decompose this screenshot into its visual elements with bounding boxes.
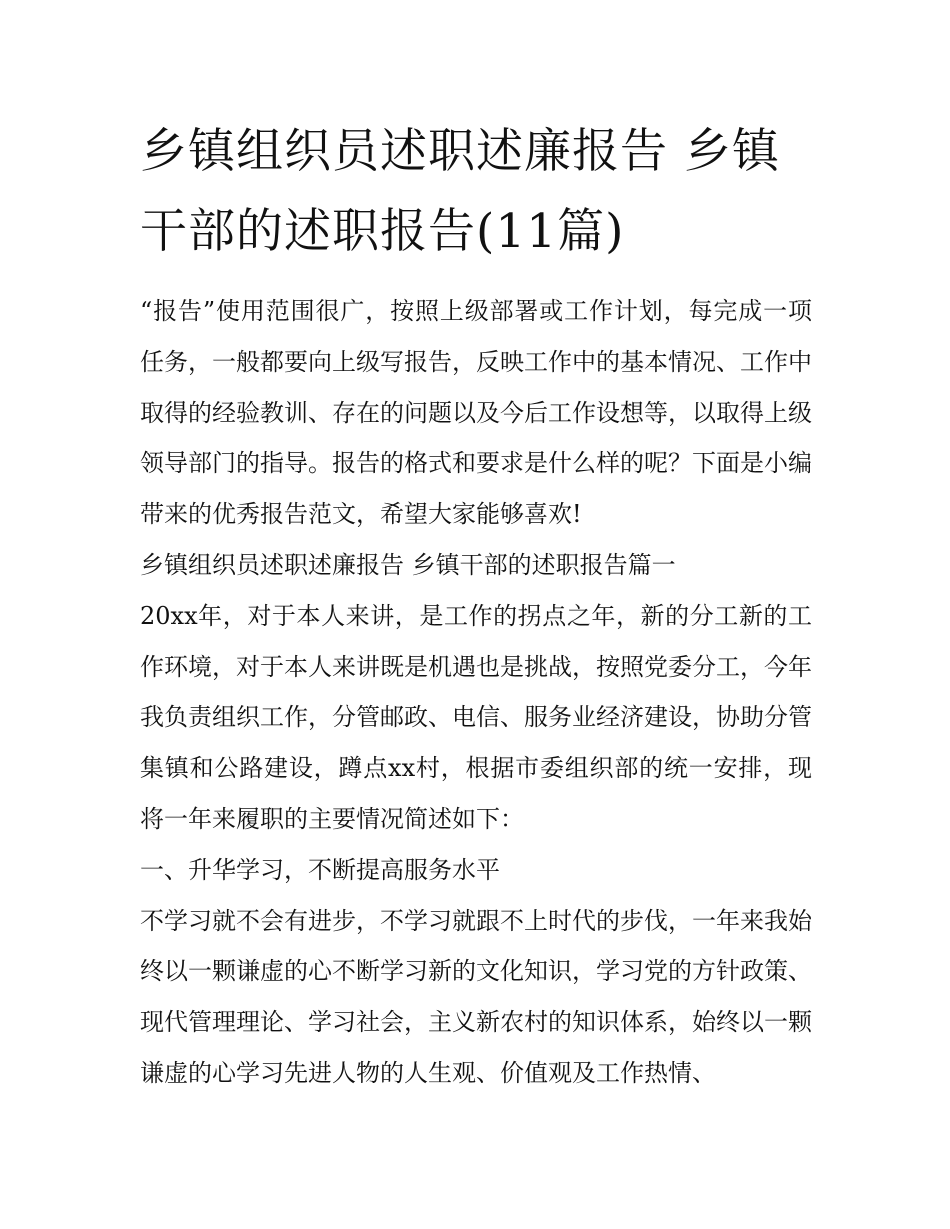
document-title: 乡镇组织员述职述廉报告 乡镇干部的述职报告(11篇) — [140, 124, 780, 259]
intro-paragraph: “报告”使用范围很广，按照上级部署或工作计划，每完成一项任务，一般都要向上级写报告，反映工作中的基本情况、工作中取得的经验教训、存在的问题以及今后工作设想等，以取得上级领导部门的指导。报告的格式和要求是什么样的呢？下面是小编带来的优秀报告范文，希望大家能够喜欢! — [140, 297, 812, 529]
body-paragraph: 不学习就不会有进步，不学习就跟不上时代的步伐，一年来我始终以一颗谦虚的心不断学习新的文化知识，学习党的方针政策、现代管理理论、学习社会，主义新农村的知识体系，始终以一颗谦虚的心学习先进人物的人生观、价值观及工作热情、 — [140, 906, 812, 1087]
section-heading: 乡镇组织员述职述廉报告 乡镇干部的述职报告篇一 — [140, 550, 676, 579]
document-page — [140, 112, 812, 1099]
body-paragraph: 20xx年，对于本人来讲，是工作的拐点之年，新的分工新的工作环境，对于本人来讲既是机遇也是挑战，按照党委分工，今年我负责组织工作，分管邮政、电信、服务业经济建设，协助分管集镇和公路建设，蹲点xx村，根据市委组织部的统一安排，现将一年来履职的主要情况简述如下： — [140, 601, 812, 833]
subsection-heading: 一、升华学习，不断提高服务水平 — [140, 855, 500, 884]
